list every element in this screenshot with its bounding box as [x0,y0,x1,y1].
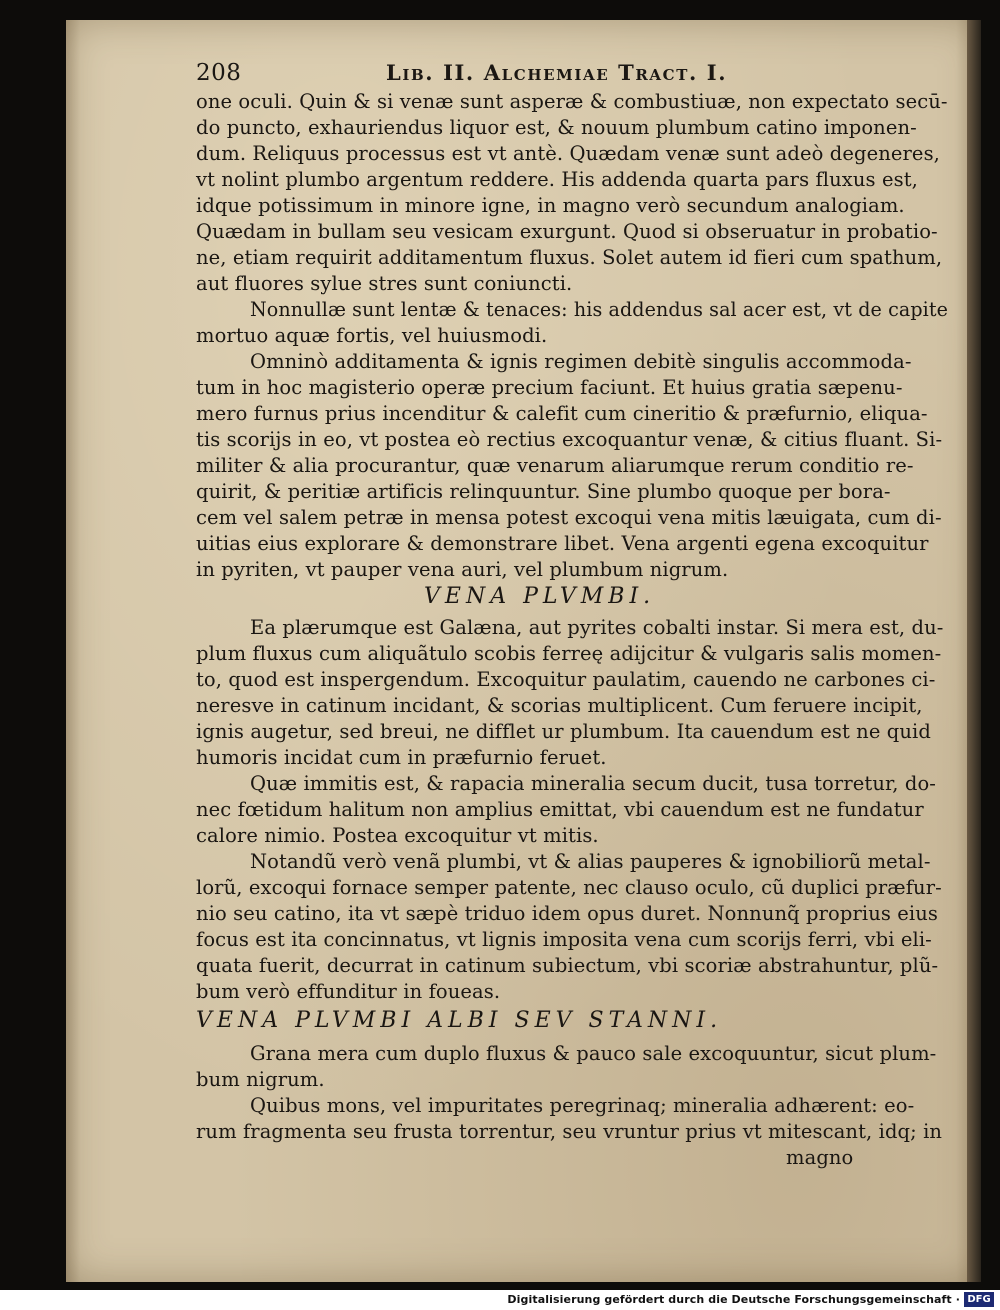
text-line: neresve in catinum incidant, & scorias multiplicent. Cum feruere incipit, [196,694,923,717]
text-line: nio seu catino, ita vt sæpè triduo idem opus duret. Nonnunq̃ proprius eius [196,902,939,925]
text-line: idque potissimum in minore igne, in magno verò secundum analogiam. [196,194,905,217]
running-head [196,60,746,90]
text-line: to, quod est inspergendum. Excoquitur paulatim, cauendo ne carbones ci- [196,668,936,691]
text-line: nec fœtidum halitum non amplius emittat, vbi cauendum est ne fundatur [196,798,924,821]
text-line: dum. Reliquus processus est vt antè. Quædam venæ sunt adeò degeneres, [196,142,940,165]
text-line: humoris incidat cum in præfurnio feruet. [196,746,607,769]
page-gutter [967,20,981,1282]
dfg-credit: Digitalisierung gefördert durch die Deutsche Forschungsgemeinschaft · [507,1293,960,1306]
page-number: 208 [196,60,242,86]
text-line: Notandũ verò venã plumbi, vt & alias pauperes & ignobiliorũ metal- [250,850,931,873]
text-line: militer & alia procurantur, quæ venarum aliarumque rerum conditio re- [196,454,914,477]
text-line: in pyriten, vt pauper vena auri, vel plumbum nigrum. [196,558,729,581]
text-line: Grana mera cum duplo fluxus & pauco sale excoquuntur, sicut plum- [250,1042,937,1065]
text-line: lorũ, excoqui fornace semper patente, nec clauso oculo, cũ duplici præfur- [196,876,942,899]
catchword: magno [786,1146,854,1169]
text-line: Nonnullæ sunt lentæ & tenaces: his addendus sal acer est, vt de capite [250,298,949,321]
text-line: vt nolint plumbo argentum reddere. His addenda quarta pars fluxus est, [196,168,918,191]
text-line: tum in hoc magisterio operæ precium faciunt. Et huius gratia sæpenu- [196,376,903,399]
text-line: ne, etiam requirit additamentum fluxus. Solet autem id fieri cum spathum, [196,246,943,269]
text-line: aut fluores sylue stres sunt coniuncti. [196,272,573,295]
section-heading-vena-plumbi: VENA PLVMBI. [424,584,656,609]
text-line: do puncto, exhauriendus liquor est, & nouum plumbum catino imponen- [196,116,917,139]
text-line: one oculi. Quin & si venæ sunt asperæ & combustiuæ, non expectato secū- [196,90,948,113]
text-line: calore nimio. Postea excoquitur vt mitis. [196,824,599,847]
dfg-logo: DFG [964,1292,994,1307]
text-line: bum nigrum. [196,1068,325,1091]
running-head-title: Lib. II. Alchemiae Tract. I. [386,60,728,85]
text-line: bum verò effunditur in foueas. [196,980,501,1003]
text-line: ignis augetur, sed breui, ne difflet ur plumbum. Ita cauendum est ne quid [196,720,931,743]
text-line: Quibus mons, vel impuritates peregrinaq; mineralia adhærent: eo- [250,1094,915,1117]
text-line: uitias eius explorare & demonstrare libet. Vena argenti egena excoquitur [196,532,929,555]
text-line: mero furnus prius incenditur & calefit cum cineritio & præfurnio, eliqua- [196,402,928,425]
text-line: Quædam in bullam seu vesicam exurgunt. Quod si obseruatur in probatio- [196,220,938,243]
text-line: focus est ita concinnatus, vt lignis imposita vena cum scorijs ferri, vbi eli- [196,928,932,951]
section-heading-vena-plumbi-albi: VENA PLVMBI ALBI SEV STANNI. [196,1008,723,1033]
text-line: Quæ immitis est, & rapacia mineralia secum ducit, tusa torretur, do- [250,772,936,795]
text-line: rum fragmenta seu frusta torrentur, seu vruntur prius vt mitescant, idq; in [196,1120,943,1143]
text-line: quirit, & peritiæ artificis relinquuntur. Sine plumbo quoque per bora- [196,480,891,503]
text-line: quata fuerit, decurrat in catinum subiectum, vbi scoriæ abstrahuntur, plũ- [196,954,939,977]
text-line: mortuo aquæ fortis, vel huiusmodi. [196,324,548,347]
digitization-footer [0,1290,1000,1310]
text-line: plum fluxus cum aliquãtulo scobis ferreę adijcitur & vulgaris salis momen- [196,642,942,665]
text-line: Ea plærumque est Galæna, aut pyrites cobalti instar. Si mera est, du- [250,616,944,639]
text-line: tis scorijs in eo, vt postea eò rectius excoquantur venæ, & citius fluant. Si- [196,428,943,451]
text-line: Omninò additamenta & ignis regimen debitè singulis accommoda- [250,350,912,373]
text-line: cem vel salem petræ in mensa potest excoqui vena mitis læuigata, cum di- [196,506,942,529]
